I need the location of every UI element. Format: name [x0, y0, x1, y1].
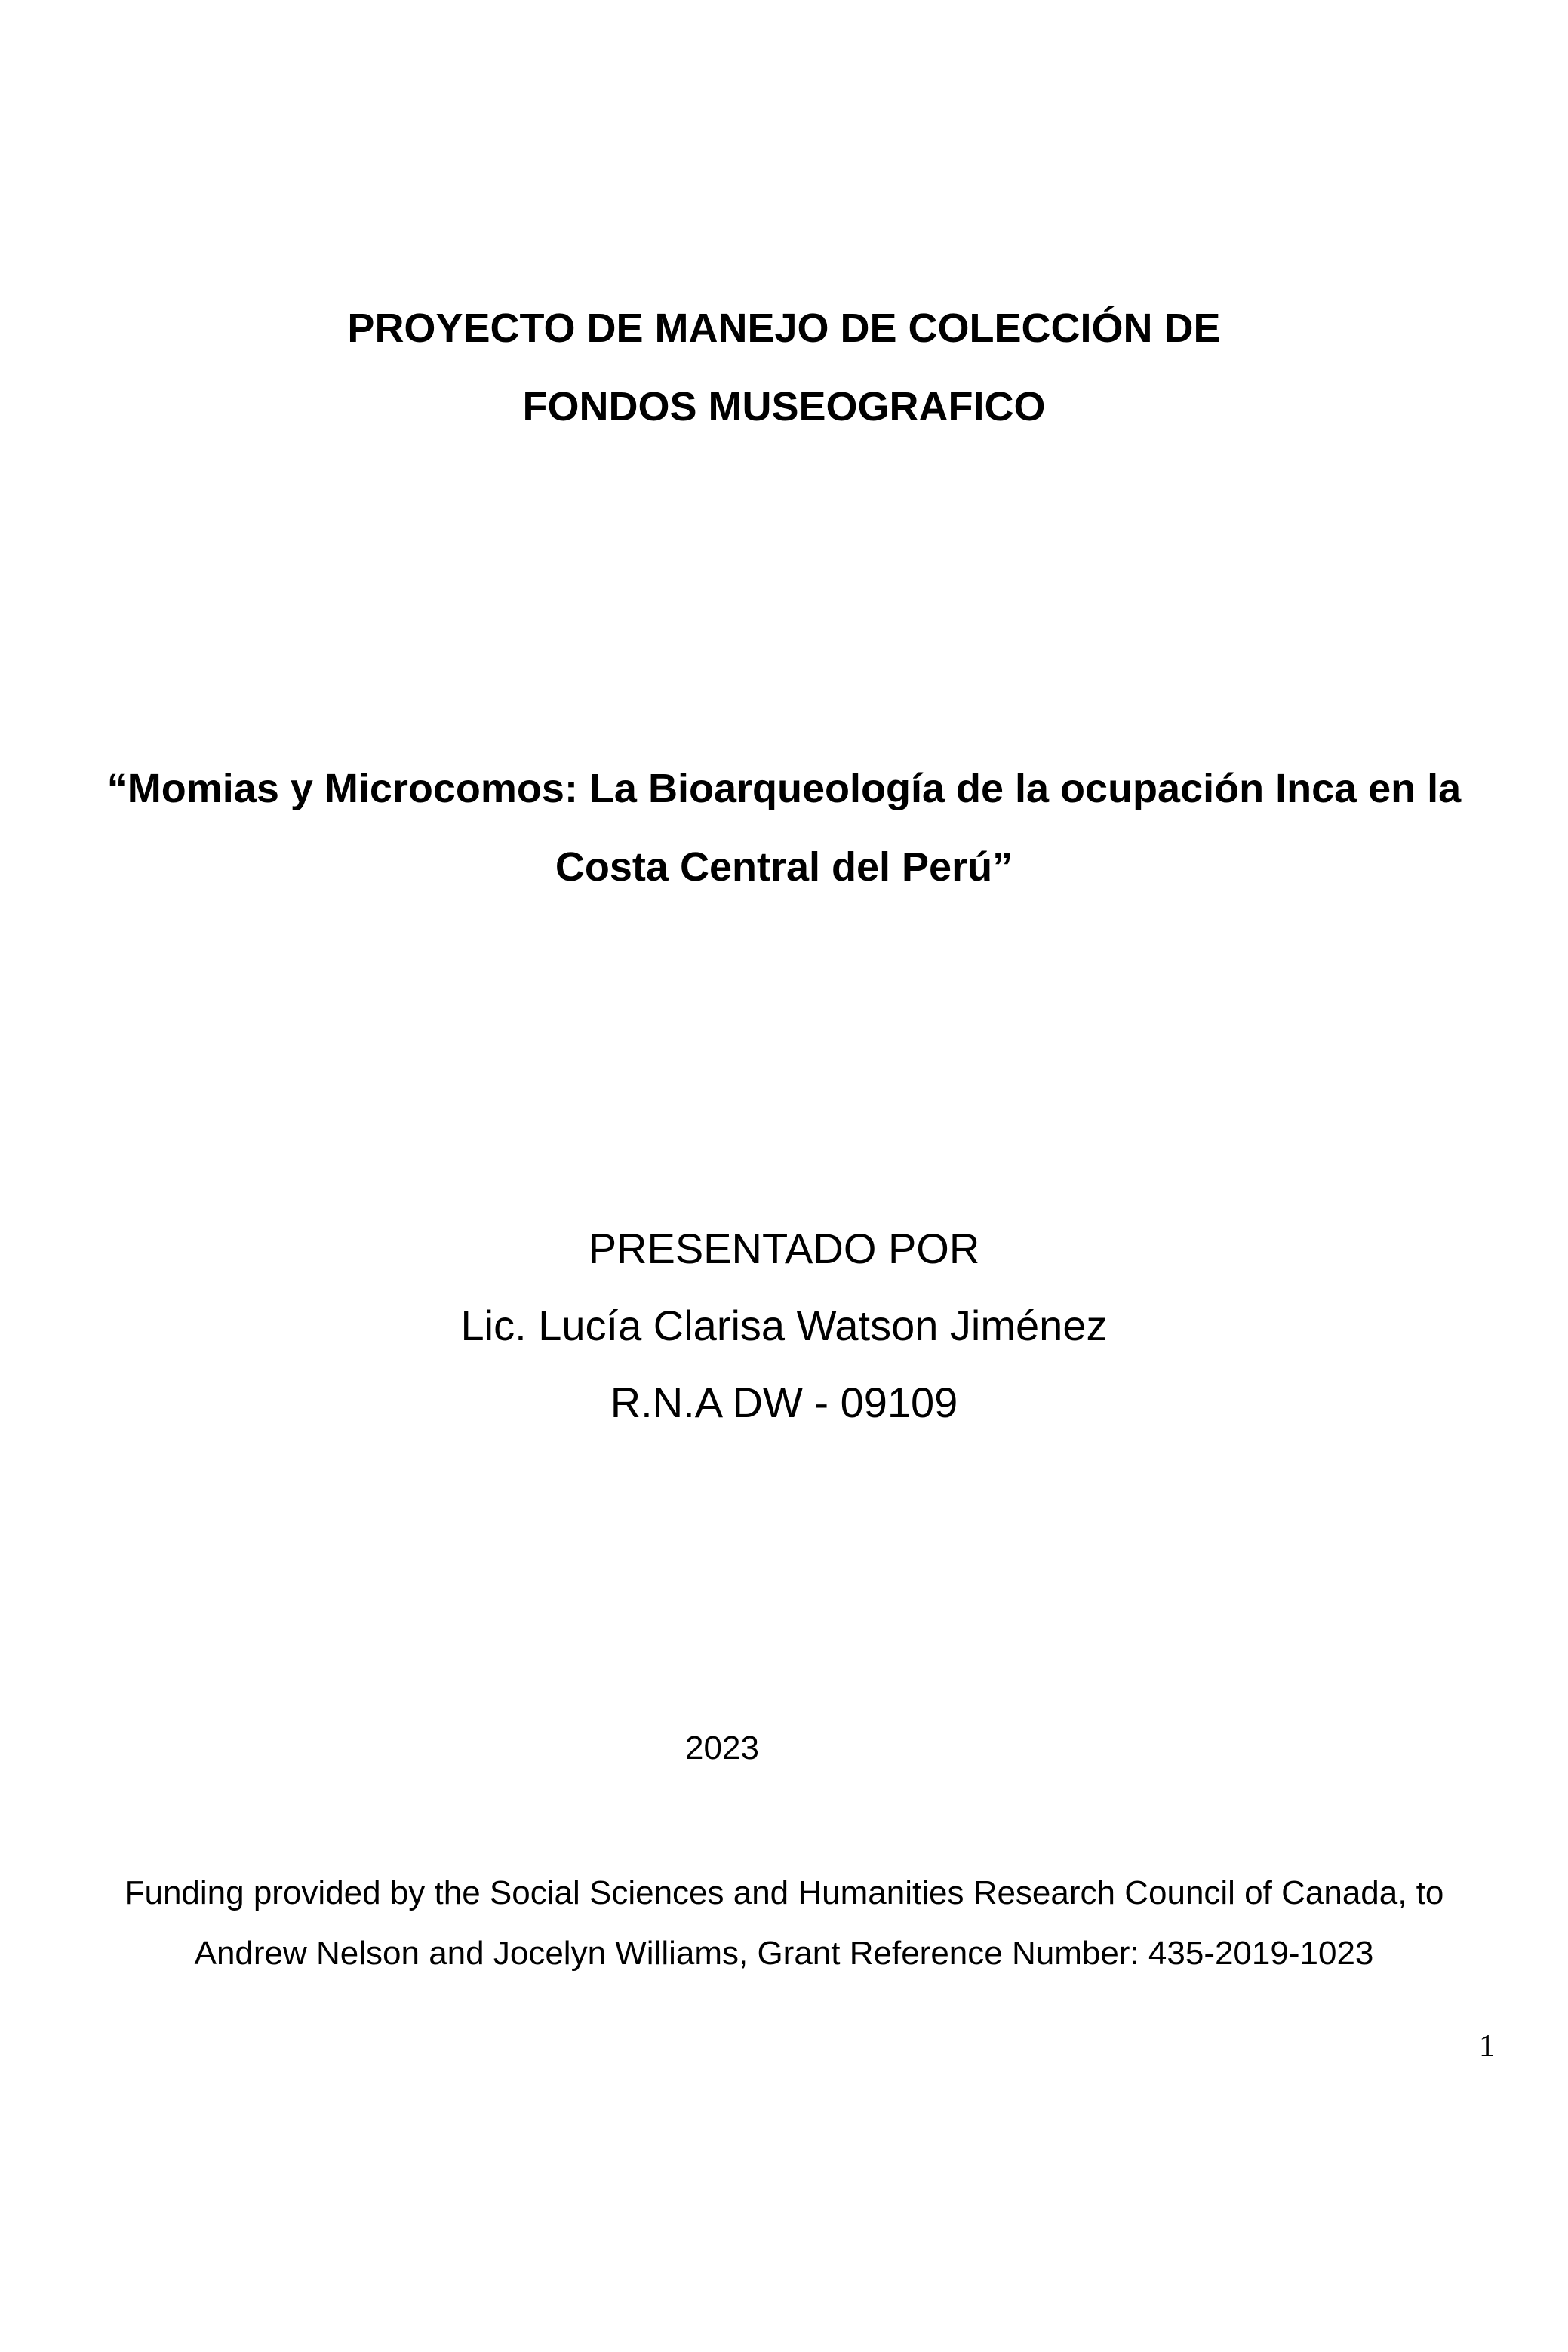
document-year: 2023 — [685, 1729, 759, 1766]
project-heading-line-2: FONDOS MUSEOGRAFICO — [522, 384, 1046, 429]
registration-number: R.N.A DW - 09109 — [610, 1379, 958, 1426]
project-heading-line-1: PROYECTO DE MANEJO DE COLECCIÓN DE — [347, 306, 1221, 351]
page-number: 1 — [1479, 2029, 1495, 2064]
presented-by-label: PRESENTADO POR — [588, 1225, 980, 1272]
research-title-line-1: “Momias y Microcomos: La Bioarqueología de la ocupación Inca en la — [106, 766, 1462, 811]
presenter-name: Lic. Lucía Clarisa Watson Jiménez — [460, 1302, 1108, 1349]
research-title-line-2: Costa Central del Perú” — [555, 844, 1013, 890]
funding-statement-line-2: Andrew Nelson and Jocelyn Williams, Grant Reference Number: 435-2019-1023 — [194, 1935, 1374, 1972]
funding-statement-line-1: Funding provided by the Social Sciences and Humanities Research Council of Canada, to — [124, 1874, 1444, 1911]
